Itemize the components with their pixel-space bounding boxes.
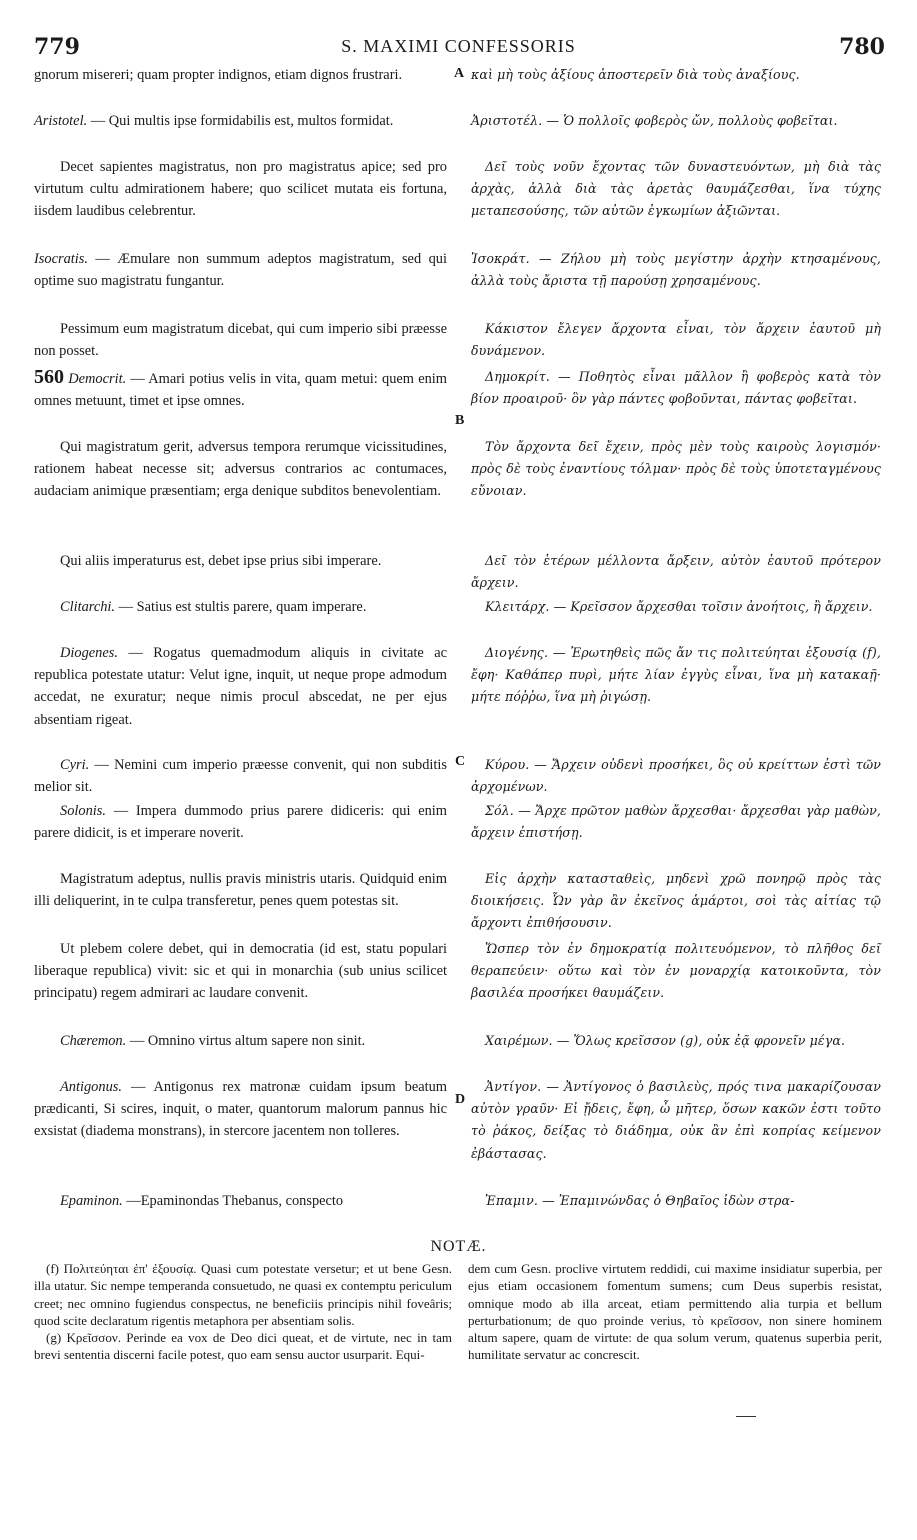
- greek-paragraph: Κλειτάρχ. — Κρεῖσσον ἄρχεσθαι τοῖσιν ἀνοήτοις, ἢ ἄρχειν.: [485, 599, 873, 614]
- latin-paragraph: Magistratum adeptus, nullis pravis ministris utaris. Quidquid enim illi deliquerint, in te culpa transferetur, penes quem potestas sit.: [34, 871, 447, 910]
- latin-paragraph: Qui magistratum gerit, adversus tempora rerumque vicissitudines, rationem habeat necesse sit; adversus contrarios ac contumaces, audaciam animique præsentiam; erga denique subditos benevolentiam.: [34, 439, 447, 500]
- margin-letter-d: D: [455, 1092, 466, 1107]
- latin-paragraph: Clitarchi. — Satius est stultis parere, quam imperare.: [60, 599, 367, 615]
- note-g: (g) Κρεῖσσον. Perinde ea vox de Deo dici queat, et de virtute, nec in tam brevi sententia discerni facile potest, quo eam sensu auctor usurparit. Equi-: [34, 1330, 452, 1363]
- greek-paragraph: Δεῖ τὸν ἑτέρων μέλλοντα ἄρξειν, αὐτὸν ἑαυτοῦ πρότερον ἄρχειν.: [471, 553, 881, 591]
- margin-letter-c: C: [455, 754, 466, 769]
- latin-paragraph: Chæremon. — Omnino virtus altum sapere non sinit.: [60, 1033, 366, 1049]
- latin-paragraph: Aristotel. — Qui multis ipse formidabilis est, multos formidat.: [34, 113, 394, 129]
- latin-paragraph: Cyri. — Nemini cum imperio præesse convenit, qui non subditis melior sit.: [34, 757, 447, 796]
- right-page-number: 780: [839, 34, 885, 60]
- latin-paragraph: Antigonus. — Antigonus rex matronæ cuidam ipsum beatum prædicanti, Si scires, inquit, o mater, quantorum malorum pannus hic exsistat (diadema monstrans), in stercore jacentem non tolleres.: [34, 1079, 447, 1140]
- note-continuation: dem cum Gesn. proclive virtutem reddidi, cui maxime insidiatur superbia, per ejus etiam occasionem fomentum sumens; cum Deus superbis resistat, omnique modo ab illa arceat, etiam permittendo alia turpia et bellum perturbationum; de quo proinde verius, τὸ κρεῖσσον, non sinere hominem altum sapere, quam de virtute: de qua solum verum, quatenus superbia perit, humilitate servatur ac concrescit.: [468, 1261, 882, 1363]
- latin-paragraph: 560 Democrit. — Amari potius velis in vita, quam metui: quem enim omnes metuunt, timet et ipse omnes.: [34, 366, 447, 410]
- greek-paragraph: Δεῖ τοὺς νοῦν ἔχοντας τῶν δυναστευόντων, μὴ διὰ τὰς ἀρχὰς, ἀλλὰ διὰ τὰς ἀρετὰς θαυμάζεσθαι, ἵνα τύχης μεταπεσούσης, τῶν αὐτῶν ἐγκωμίων ἀξιῶνται.: [471, 159, 881, 219]
- greek-paragraph: καὶ μὴ τοὺς ἀξίους ἀποστερεῖν διὰ τοὺς ἀναξίους.: [471, 67, 800, 82]
- greek-paragraph: Ἰσοκράτ. — Ζήλου μὴ τοὺς μεγίστην ἀρχὴν κτησαμένους, ἀλλὰ τοὺς ἄριστα τῇ παρούσῃ χρησαμένους.: [471, 251, 881, 289]
- greek-paragraph: Δημοκρίτ. — Ποθητὸς εἶναι μᾶλλον ἢ φοβερὸς κατὰ τὸν βίον προαιροῦ· ὃν γὰρ πάντες φοβοῦνται, πάντας φοβεῖται.: [471, 369, 881, 407]
- latin-paragraph: Solonis. — Impera dummodo prius parere didiceris: qui enim parere didicit, is et imperare noverit.: [34, 803, 447, 842]
- end-rule: [736, 1416, 756, 1417]
- greek-paragraph: Εἰς ἀρχὴν κατασταθεὶς, μηδενὶ χρῶ πονηρῷ πρὸς τὰς διοικήσεις. Ὧν γὰρ ἂν ἐκεῖνος ἁμάρτοι, σοὶ τὰς αἰτίας τῷ ἄρχοντι ἐπιθήσουσιν.: [471, 871, 881, 931]
- notes-heading: NOTÆ.: [430, 1238, 487, 1255]
- latin-paragraph: Epaminon. —Epaminondas Thebanus, conspecto: [60, 1193, 344, 1209]
- latin-paragraph: gnorum misereri; quam propter indignos, etiam dignos frustrari.: [34, 67, 403, 83]
- note-f: (f) Πολιτεύηται ἐπ' ἐξουσίᾳ. Quasi cum potestate versetur; et ut bene Gesn. illa utatur. Sic nempe temperanda consuetudo, ne quasi ex contemptu periculum creet; nec omnino fugiendus conspectus, ne beneficiis principis nihil foveâris; quod scite declaratum rigentis metaphora per absentiam solis.: [34, 1261, 452, 1328]
- column-number-560: 560: [34, 366, 64, 388]
- greek-paragraph: Ὥσπερ τὸν ἐν δημοκρατίᾳ πολιτευόμενον, τὸ πλῆθος δεῖ θεραπεύειν· οὕτω καὶ τὸν ἐν μοναρχίᾳ κατοικοῦντα, τὸν βασιλέα προσήκει θαυμάζειν.: [471, 941, 881, 1001]
- running-title: S. MAXIMI CONFESSORIS: [341, 36, 576, 56]
- greek-paragraph: Σόλ. — Ἄρχε πρῶτον μαθὼν ἄρχεσθαι· ἄρχεσθαι γὰρ μαθὼν, ἄρχειν ἐπιστήσῃ.: [471, 803, 881, 841]
- page-header: [0, 34, 917, 62]
- margin-letter-b: B: [455, 413, 465, 428]
- notes-left-column: [34, 1260, 452, 1364]
- latin-paragraph: Diogenes. — Rogatus quemadmodum aliquis in civitate ac republica potestate utatur: Velut igne, inquit, ut neque prope admodum accedat, ne exuratur; neque nimis procul abscedat, ne per ejus absentiam rigeat.: [34, 645, 447, 728]
- greek-paragraph: Κύρου. — Ἄρχειν οὐδενὶ προσήκει, ὃς οὐ κρείττων ἐστὶ τῶν ἀρχομένων.: [471, 757, 881, 795]
- latin-paragraph: Decet sapientes magistratus, non pro magistratus apice; sed pro virtutum cultu admirationem habere; quo scilicet mutata eis fortuna, iisdem laudibus celebrentur.: [34, 159, 447, 220]
- greek-paragraph: Χαιρέμων. — Ὅλως κρεῖσσον (g), οὐκ ἐᾷ φρονεῖν μέγα.: [485, 1033, 846, 1048]
- greek-paragraph: Κάκιστον ἔλεγεν ἄρχοντα εἶναι, τὸν ἄρχειν ἑαυτοῦ μὴ δυνάμενον.: [471, 321, 881, 359]
- left-page-number: 779: [34, 34, 80, 60]
- greek-paragraph: Ἀντίγον. — Ἀντίγονος ὁ βασιλεὺς, πρός τινα μακαρίζουσαν αὐτὸν γραῦν· Εἰ ᾔδεις, ἔφη, ὦ μῆτερ, ὅσων κακῶν ἐστι τοῦτο τὸ ῥάκος, δείξας τὸ διάδημα, οὐκ ἂν ἐπὶ κοπρίας κείμενον ἐβάστασας.: [471, 1079, 881, 1161]
- greek-paragraph: Ἀριστοτέλ. — Ὁ πολλοῖς φοβερὸς ὤν, πολλοὺς φοβεῖται.: [471, 113, 838, 128]
- latin-paragraph: Pessimum eum magistratum dicebat, qui cum imperio sibi præesse non posset.: [34, 321, 447, 360]
- latin-paragraph: Ut plebem colere debet, qui in democratia (id est, statu populari liberaque republica) vivit: sic et qui in monarchia (sub unius scilicet principatu) regem admirari ac laudare convenit.: [34, 941, 447, 1002]
- latin-paragraph: Qui aliis imperaturus est, debet ipse prius sibi imperare.: [60, 553, 382, 569]
- greek-paragraph: Τὸν ἄρχοντα δεῖ ἔχειν, πρὸς μὲν τοὺς καιροὺς λογισμόν· πρὸς δὲ τοὺς ἐναντίους τόλμαν· πρὸς δὲ τοὺς ὑποτεταγμένους εὔνοιαν.: [471, 439, 881, 499]
- margin-letter-a: A: [454, 66, 465, 81]
- greek-paragraph: Διογένης. — Ἐρωτηθεὶς πῶς ἄν τις πολιτεύηται ἐξουσίᾳ (f), ἔφη· Καθάπερ πυρὶ, μήτε λίαν ἐγγὺς εἶναι, ἵνα μὴ κατακαῇ· μήτε πόῤῥω, ἵνα μὴ ῥιγώσῃ.: [471, 645, 881, 705]
- notes-right-column: [468, 1260, 882, 1364]
- greek-paragraph: Ἐπαμιν. — Ἐπαμινώνδας ὁ Θηβαῖος ἰδὼν στρα-: [485, 1193, 795, 1208]
- latin-paragraph: Isocratis. — Æmulare non summum adeptos magistratum, sed qui optime suo magistratu fungantur.: [34, 251, 447, 290]
